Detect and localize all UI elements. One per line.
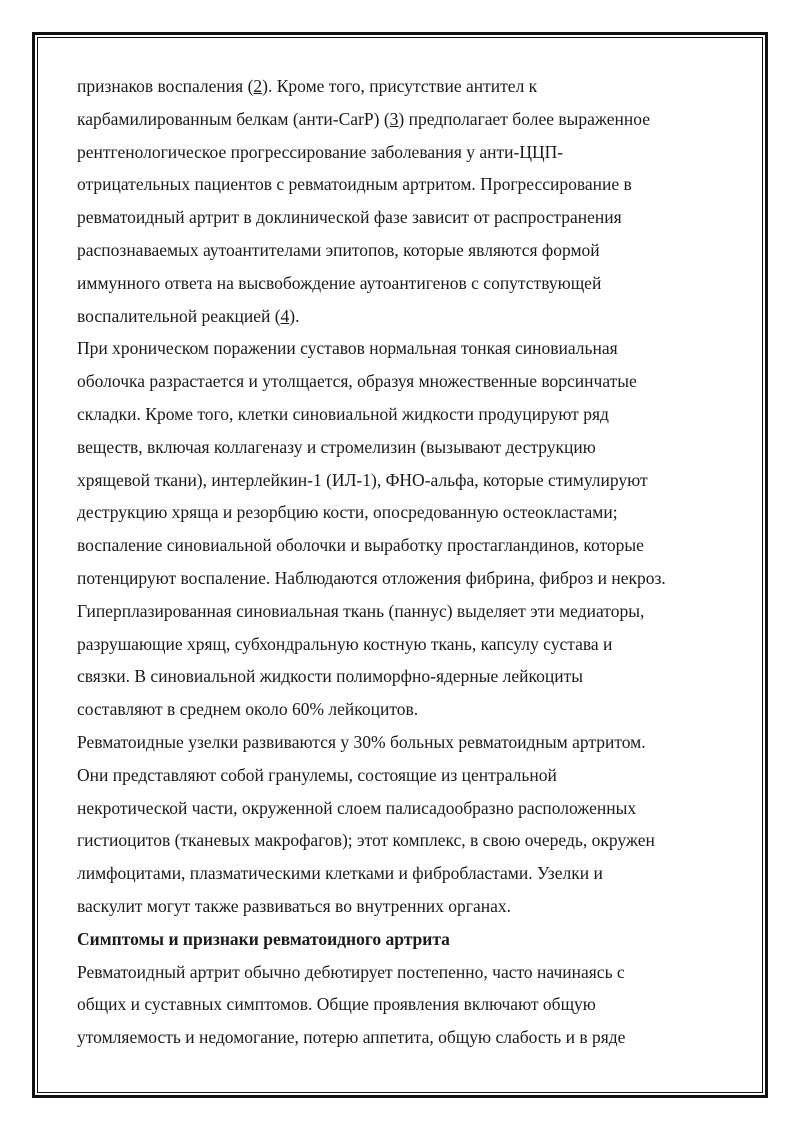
text-span: распознаваемых аутоантителами эпитопов, которые являются формой (77, 239, 600, 260)
text-span: утомляемость и недомогание, потерю аппетита, общую слабость и в ряде (77, 1027, 626, 1048)
text-line (77, 365, 727, 398)
text-line (77, 857, 727, 890)
text-line (77, 300, 727, 333)
text-span: разрушающие хрящ, субхондральную костную ткань, капсулу сустава и (77, 633, 613, 654)
text-span: хрящевой ткани), интерлейкин-1 (ИЛ-1), ФНО-альфа, которые стимулируют (77, 469, 648, 490)
text-line (77, 103, 727, 136)
text-line (77, 988, 727, 1021)
text-span: веществ, включая коллагеназу и стромелизин (вызывают деструкцию (77, 436, 596, 457)
reference-link[interactable]: 4 (280, 305, 290, 326)
text-span: При хроническом поражении суставов нормальная тонкая синовиальная (77, 338, 618, 359)
text-span: некротической части, окруженной слоем палисадообразно расположенных (77, 797, 637, 818)
text-line (77, 890, 727, 923)
text-span: оболочка разрастается и утолщается, образуя множественные ворсинчатые (77, 371, 637, 392)
text-span: общих и суставных симптомов. Общие проявления включают общую (77, 994, 596, 1015)
text-span: ). Кроме того, присутствие антител к (262, 76, 538, 96)
text-span: Ревматоидные узелки развиваются у 30% больных ревматоидным артритом. (77, 731, 646, 752)
text-span: Симптомы и признаки ревматоидного артрита (77, 928, 450, 949)
text-line (77, 496, 727, 529)
text-line (77, 234, 727, 267)
text-span: лимфоцитами, плазматическими клетками и фибробластами. Узелки и (77, 863, 603, 884)
text-span: Ревматоидный артрит обычно дебютирует постепенно, часто начинаясь с (77, 961, 625, 982)
text-span: воспаление синовиальной оболочки и выработку простагландинов, которые (77, 535, 644, 556)
text-span: воспалительной реакцией ( (77, 305, 281, 326)
text-line (77, 824, 727, 857)
text-line (77, 398, 727, 431)
text-line (77, 201, 727, 234)
text-span: потенцируют воспаление. Наблюдаются отложения фибрина, фиброз и некроз. (77, 567, 666, 588)
text-span: рентгенологическое прогрессирование заболевания у анти-ЦЦП- (77, 141, 564, 162)
text-line (77, 660, 727, 693)
text-span: составляют в среднем около 60% лейкоцитов. (77, 699, 419, 720)
text-line (77, 464, 727, 497)
text-line (77, 792, 727, 825)
text-line (77, 267, 727, 300)
text-line (77, 529, 727, 562)
text-span: карбамилированным белкам (анти-CarP) ( (77, 108, 390, 129)
text-line (77, 759, 727, 792)
text-line (77, 70, 727, 103)
text-line (77, 956, 727, 989)
text-line (77, 726, 727, 759)
text-span: связки. В синовиальной жидкости полиморфно-ядерные лейкоциты (77, 666, 584, 687)
text-line (77, 431, 727, 464)
text-line (77, 332, 727, 365)
text-line (77, 1021, 727, 1054)
section-heading (77, 923, 727, 956)
text-line (77, 595, 727, 628)
text-span: Они представляют собой гранулемы, состоящие из центральной (77, 764, 557, 785)
text-line (77, 628, 727, 661)
text-span: признаков воспаления ( (77, 76, 254, 96)
reference-link[interactable]: 2 (253, 76, 263, 96)
text-span: гистиоцитов (тканевых макрофагов); этот комплекс, в свою очередь, окружен (77, 830, 655, 851)
text-line (77, 168, 727, 201)
text-span: ) предполагает более выраженное (398, 108, 650, 129)
text-line (77, 693, 727, 726)
text-span: Гиперплазированная синовиальная ткань (паннус) выделяет эти медиаторы, (77, 600, 645, 621)
text-span: отрицательных пациентов с ревматоидным артритом. Прогрессирование в (77, 174, 632, 195)
text-span: иммунного ответа на высвобождение аутоантигенов с сопутствующей (77, 272, 602, 293)
text-line (77, 562, 727, 595)
text-span: васкулит могут также развиваться во внутренних органах. (77, 895, 512, 916)
text-span: деструкцию хряща и резорбцию кости, опосредованную остеокластами; (77, 502, 618, 523)
text-span: складки. Кроме того, клетки синовиальной жидкости продуцируют ряд (77, 403, 609, 424)
text-span: ). (289, 305, 300, 326)
document-body (77, 70, 727, 1054)
text-span: ревматоидный артрит в доклинической фазе зависит от распространения (77, 207, 622, 228)
reference-link[interactable]: 3 (389, 108, 399, 129)
text-line (77, 136, 727, 169)
